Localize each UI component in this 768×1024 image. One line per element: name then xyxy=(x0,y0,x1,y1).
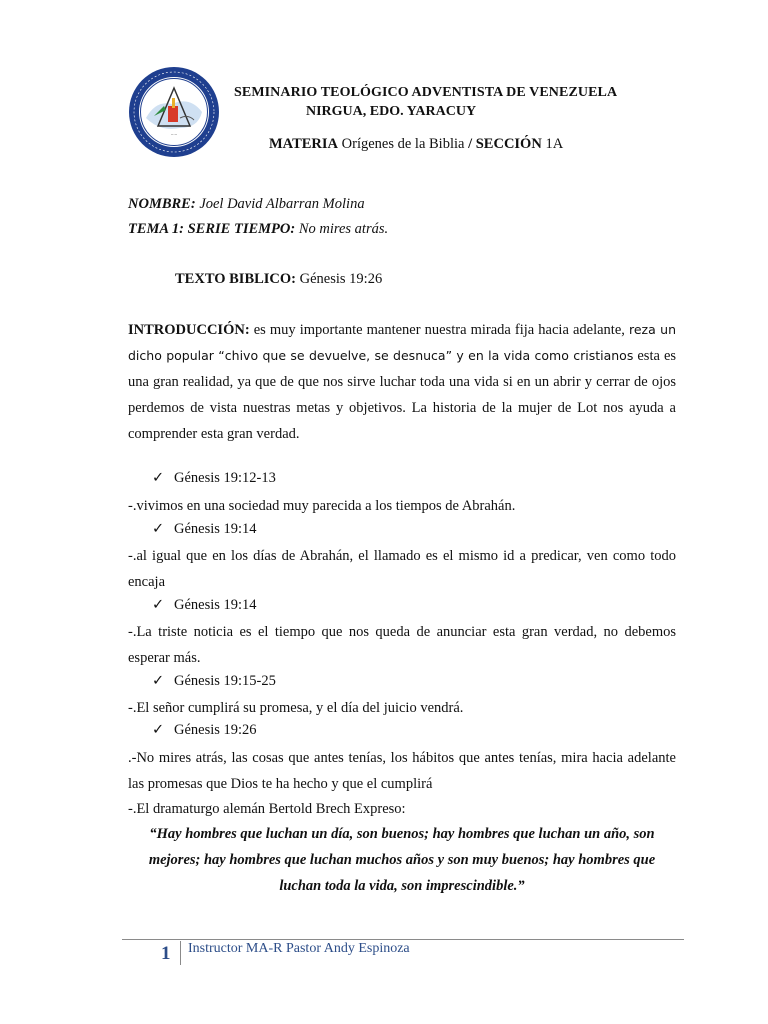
checklist-item xyxy=(152,521,257,538)
student-name-line xyxy=(128,196,365,213)
checklist-item xyxy=(152,722,257,739)
closing-quote: “Hay hombres que luchan un día, son buenos; hay hombres que luchan un año, son mejores; hay hombres que luchan muchos años y son muy buenos; hay hombres que luchan toda la vida, son imprescindible.” xyxy=(148,826,656,894)
point-text: -.El señor cumplirá su promesa, y el día del juicio vendrá. xyxy=(128,700,464,716)
seccion-label: SECCIÓN xyxy=(475,136,542,152)
intro-text-2: reza un dicho popular “chivo que se devuelve, se desnuca” y en la vida como cristianos xyxy=(128,322,677,363)
seminary-seal-logo xyxy=(128,66,220,158)
checkmark-icon: ✓ xyxy=(152,722,165,738)
checkmark-icon: ✓ xyxy=(152,521,165,537)
footer-separator xyxy=(180,941,181,965)
topic-line xyxy=(128,221,388,238)
checklist-item xyxy=(152,470,276,487)
point-text: -.al igual que en los días de Abrahán, el llamado es el mismo id a predicar, ven como todo encaja xyxy=(128,548,676,590)
scripture-ref: Génesis 19:14 xyxy=(174,521,257,537)
course-line xyxy=(269,136,563,153)
scripture-ref: Génesis 19:26 xyxy=(174,722,257,738)
institution-name: SEMINARIO TEOLÓGICO ADVENTISTA DE VENEZUELA xyxy=(234,85,618,100)
texto-biblico-value: Génesis 19:26 xyxy=(299,271,383,287)
point-text: -.vivimos en una sociedad muy parecida a los tiempos de Abrahán. xyxy=(128,498,516,514)
bible-text-line xyxy=(175,271,382,288)
introduction-paragraph xyxy=(128,317,676,447)
checklist-item xyxy=(152,673,276,690)
intro-text-3: esta es una gran realidad, ya que de que nos sirve luchar toda una vida si en un abrir y cerrar de ojos perdemos de vista nuestras metas y objetivos. La historia de la mujer de Lot nos ayuda a comprender esta gran verdad. xyxy=(128,348,677,442)
nombre-label: NOMBRE: xyxy=(128,196,196,212)
checkmark-icon: ✓ xyxy=(152,470,165,486)
materia-label: MATERIA xyxy=(269,136,339,152)
point-text: -.La triste noticia es el tiempo que nos queda de anunciar esta gran verdad, no debemos esperar más. xyxy=(128,624,676,666)
tema-label: TEMA 1: SERIE TIEMPO: xyxy=(128,221,296,237)
checklist-item xyxy=(152,597,257,614)
scripture-ref: Génesis 19:12-13 xyxy=(174,470,276,486)
intro-text-1: es muy importante mantener nuestra mirada fija hacia adelante, xyxy=(253,322,625,338)
footer-instructor: Instructor MA-R Pastor Andy Espinoza xyxy=(188,941,410,956)
scripture-ref: Génesis 19:14 xyxy=(174,597,257,613)
footer-divider xyxy=(122,939,684,940)
tema-value: No mires atrás. xyxy=(298,221,389,237)
point-text: .-No mires atrás, las cosas que antes tenías, los hábitos que antes tenías, mira hacia adelante las promesas que Dios te ha hecho y que el cumplirá xyxy=(128,750,676,792)
texto-biblico-label: TEXTO BIBLICO: xyxy=(175,271,297,287)
closing-intro: -.El dramaturgo alemán Bertold Brech Expreso: xyxy=(128,801,406,817)
svg-text:·····: ····· xyxy=(170,132,178,137)
slash: / xyxy=(468,136,473,152)
institution-location: NIRGUA, EDO. YARACUY xyxy=(306,104,477,119)
intro-label: INTRODUCCIÓN: xyxy=(128,322,250,338)
seccion-value: 1A xyxy=(545,136,564,152)
checkmark-icon: ✓ xyxy=(152,597,165,613)
nombre-value: Joel David Albarran Molina xyxy=(199,196,365,212)
checkmark-icon: ✓ xyxy=(152,673,165,689)
page-number: 1 xyxy=(161,943,171,964)
materia-value: Orígenes de la Biblia xyxy=(341,136,465,152)
scripture-ref: Génesis 19:15-25 xyxy=(174,673,276,689)
